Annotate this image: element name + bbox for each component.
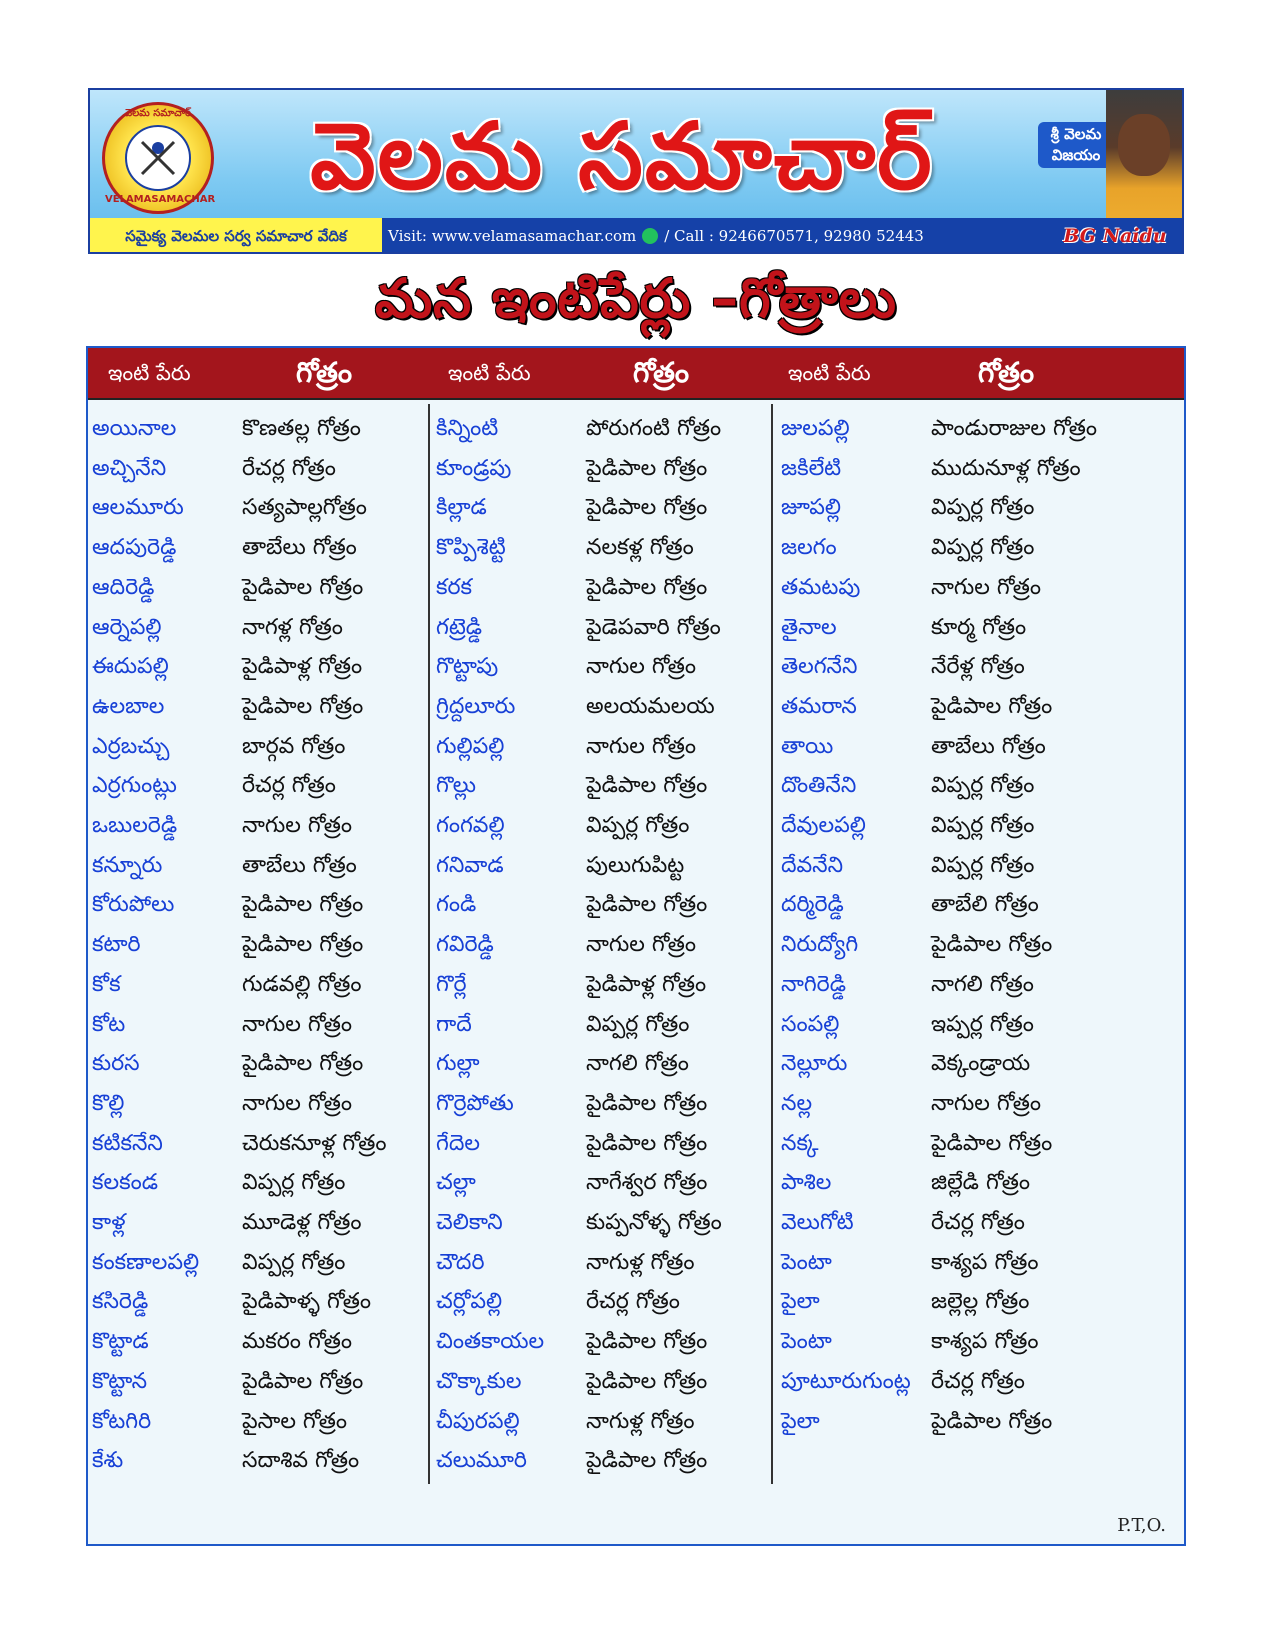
gotra-name: ముదునూళ్ల గోత్రం (931, 455, 1081, 481)
house-name: చల్లా (436, 1170, 476, 1196)
house-name: కోక (92, 971, 121, 997)
house-name: చొక్కాకుల (436, 1368, 522, 1394)
logo-bottom-text: VELAMASAMACHAR (105, 194, 216, 205)
house-name: కటారి (92, 932, 141, 958)
house-name: ఈదుపల్లి (92, 654, 169, 680)
gotra-name: పైడిపాల గోత్రం (586, 1090, 708, 1116)
gotra-name: నాగుల గోత్రం (242, 1090, 352, 1116)
gotra-name: సదాశివ గోత్రం (242, 1448, 360, 1474)
house-name: కలకండ (92, 1170, 159, 1196)
house-name: గుల్లా (436, 1051, 480, 1077)
house-name: చింతకాయల (436, 1329, 545, 1355)
gotra-name: పైడిపాల గోత్రం (242, 1051, 364, 1077)
gotra-name: పైడిపాల గోత్రం (931, 1130, 1053, 1156)
logo-emblem (125, 125, 191, 191)
house-name: ఉలబాల (92, 693, 165, 719)
please-turn-over-note: P.T,O. (1117, 1515, 1166, 1536)
whatsapp-icon (642, 228, 658, 244)
gotra-name: పాండురాజుల గోత్రం (931, 416, 1098, 441)
gotra-name: రేచర్ల గోత్రం (586, 1289, 680, 1315)
surname-gotra-table (86, 346, 1186, 1546)
tagline: సమైక్య వెలమల సర్వ సమాచార వేదిక (90, 218, 382, 254)
gotra-name: రేచర్ల గోత్రం (931, 1368, 1025, 1394)
table-header (88, 348, 1184, 400)
house-name: గంగవల్లి (436, 813, 505, 838)
gotra-name: విప్పర్ల గోత్రం (931, 495, 1035, 521)
house-name: కరక (436, 574, 473, 600)
gotra-name: పైడిపాల గోత్రం (586, 495, 708, 521)
gotra-name: విప్పర్ల గోత్రం (931, 535, 1035, 561)
house-name: కోట (92, 1011, 126, 1037)
gotra-name: పైసాల గోత్రం (242, 1408, 348, 1434)
house-name: పూటూరుగుంట్ల (781, 1368, 911, 1394)
crossed-swords-icon (136, 136, 180, 180)
house-name: కొట్టాన (92, 1368, 148, 1394)
house-name: అయినాల (92, 416, 177, 441)
house-name: పైలా (781, 1289, 820, 1315)
gotra-name: సత్యపాల్లగోత్రం (242, 495, 367, 521)
house-name: జలగం (781, 535, 837, 561)
house-name: ఒబులరెడ్డి (92, 813, 178, 838)
gotra-name: మకరం గోత్రం (242, 1329, 353, 1355)
house-name: కోరుపోలు (92, 892, 175, 918)
gotra-name: అలయమలయ (586, 693, 715, 719)
house-name: కాళ్ల (92, 1210, 126, 1235)
house-name: తమటపు (781, 574, 861, 600)
gotra-name: పైడిపాల గోత్రం (242, 574, 364, 600)
gotra-name: నేరేళ్ల గోత్రం (931, 654, 1025, 680)
house-name: కంకణాలపల్లి (92, 1249, 200, 1275)
house-name: కూండ్రపు (436, 455, 512, 481)
header-house-name-3: ఇంటి పేరు (788, 361, 871, 385)
gotra-name: పైడిపాళ్ళ గోత్రం (242, 1289, 372, 1315)
house-name: గనివాడ (436, 852, 504, 878)
contact-info (388, 218, 924, 254)
gotra-name: పైడిపాల గోత్రం (242, 693, 364, 719)
gotra-name: పైడిపాల గోత్రం (586, 574, 708, 600)
house-name: నాగిరెడ్డి (781, 971, 847, 997)
house-name: ఆదిరెడ్డి (92, 574, 155, 600)
gotra-name: పైడిపాల గోత్రం (242, 1368, 364, 1394)
house-name: నెల్లూరు (781, 1051, 848, 1077)
house-name: జులపల్లి (781, 416, 850, 441)
house-name: జకిలేటి (781, 455, 842, 481)
house-name: దేవనేని (781, 852, 844, 878)
gotra-name: నాగుళ్ల గోత్రం (586, 1408, 695, 1434)
house-name: తాయి (781, 733, 834, 759)
gotra-name: నాగుల గోత్రం (586, 932, 696, 958)
gotra-name: గుడవల్లి గోత్రం (242, 971, 362, 997)
house-name: కసిరెడ్డి (92, 1289, 149, 1315)
gotra-name: పైడిపాల గోత్రం (586, 892, 708, 918)
gotra-name: నాగుల గోత్రం (242, 813, 352, 838)
sri-velama-vijayam-badge: శ్రీ వెలమ విజయం (1038, 122, 1114, 168)
gotra-name: విప్పర్ల గోత్రం (931, 773, 1035, 799)
gotra-name: నాగుల గోత్రం (931, 1090, 1041, 1116)
house-name: దొంతినేని (781, 773, 857, 799)
gotra-name: పైడిపాళ్ల గోత్రం (586, 971, 707, 997)
gotra-name: రేచర్ల గోత్రం (931, 1210, 1025, 1235)
gotra-name: నాగుల గోత్రం (586, 733, 696, 759)
house-name: ఎర్రబచ్చు (92, 733, 170, 759)
gotra-name: కూర్మ గోత్రం (931, 614, 1027, 640)
gotra-name: ఇప్పర్ల గోత్రం (931, 1011, 1034, 1037)
gotra-name: జల్లెల్ల గోత్రం (931, 1289, 1030, 1315)
house-name: తైనాల (781, 614, 837, 640)
gotra-name: నాగలి గోత్రం (586, 1051, 689, 1077)
gotra-name: పులుగుపిట్ట (586, 852, 685, 878)
house-name: కటికనేని (92, 1130, 163, 1156)
house-name: దర్మిరెడ్డి (781, 892, 844, 918)
house-name: ఎర్రగుంట్లు (92, 773, 177, 799)
gotra-name: వెక్కండ్రాయ (931, 1051, 1031, 1077)
house-name: ఆలమూరు (92, 495, 184, 521)
gotra-name: నాగలి గోత్రం (931, 971, 1034, 997)
gotra-name: నాగుల గోత్రం (242, 1011, 352, 1037)
gotra-name: రేచర్ల గోత్రం (242, 773, 336, 799)
house-name: పెంటా (781, 1329, 832, 1355)
house-name: గ్రిద్దలూరు (436, 693, 516, 719)
gotra-name: పైడిపాల గోత్రం (586, 1130, 708, 1156)
gotra-name: బార్గవ గోత్రం (242, 733, 346, 759)
house-name: దేవులపల్లి (781, 813, 866, 838)
column-divider (428, 404, 430, 1484)
gotra-name: కాశ్యప గోత్రం (931, 1329, 1039, 1355)
gotra-name: పైడిపాల గోత్రం (586, 1368, 708, 1394)
gotra-name: నాగేశ్వర గోత్రం (586, 1170, 708, 1196)
gotra-name: పోరుగంటి గోత్రం (586, 416, 722, 441)
house-name: గొర్లే (436, 971, 467, 997)
gotra-name: తాబేలు గోత్రం (242, 535, 357, 561)
house-name: చర్లోపల్లి (436, 1289, 503, 1315)
house-name: ఆర్నెపల్లి (92, 614, 162, 640)
house-name: చెలికాని (436, 1210, 503, 1235)
header-gotra-2: గోత్రం (633, 356, 690, 389)
house-name: వెలుగోటి (781, 1210, 854, 1235)
house-name: నక్క (781, 1130, 819, 1156)
gotra-name: మూడెళ్ల గోత్రం (242, 1210, 362, 1235)
header-house-name-2: ఇంటి పేరు (448, 361, 531, 385)
house-name: కొట్టాడ (92, 1329, 149, 1355)
gotra-name: నాగుల గోత్రం (586, 654, 696, 680)
house-name: కొప్పిశెట్టి (436, 535, 506, 561)
phone-numbers: / Call : 9246670571, 92980 52443 (664, 227, 924, 245)
gotra-name: నాగుల గోత్రం (931, 574, 1041, 600)
house-name: గండి (436, 892, 477, 918)
gotra-name: కుప్పనోళ్ళ గోత్రం (586, 1210, 722, 1235)
gotra-name: నాగుళ్ల గోత్రం (586, 1249, 695, 1275)
header-gotra-3: గోత్రం (978, 356, 1035, 389)
gotra-name: విప్పర్ల గోత్రం (242, 1170, 346, 1196)
house-name: అచ్చినేని (92, 455, 167, 481)
house-name: తమరాన (781, 693, 857, 719)
house-name: గొట్టాపు (436, 654, 499, 680)
gotra-name: కొణతల్ల గోత్రం (242, 416, 361, 441)
house-name: సంపల్లి (781, 1011, 840, 1037)
header-house-name-1: ఇంటి పేరు (108, 361, 191, 385)
gotra-name: పైడిపాల గోత్రం (242, 892, 364, 918)
house-name: తెలగనేని (781, 654, 858, 680)
house-name: కోటగిరి (92, 1408, 152, 1434)
velama-samachar-logo (102, 102, 214, 214)
gotra-name: విప్పర్ల గోత్రం (931, 852, 1035, 878)
gotra-name: రేచర్ల గోత్రం (242, 455, 336, 481)
editor-signature: BG Naidu (1063, 225, 1167, 247)
website-link[interactable]: Visit: www.velamasamachar.com (388, 227, 637, 245)
house-name: పాశిల (781, 1170, 832, 1196)
contact-bar (90, 218, 1184, 254)
house-name: గేదెల (436, 1130, 480, 1156)
house-name: నల్ల (781, 1090, 813, 1116)
house-name: ఆదపురెడ్డి (92, 535, 177, 561)
gotra-name: తాబేలు గోత్రం (242, 852, 357, 878)
gotra-name: పైడిపాల గోత్రం (931, 932, 1053, 958)
gotra-name: విప్పర్ల గోత్రం (931, 813, 1035, 838)
house-name: గొల్లు (436, 773, 476, 799)
gotra-name: పైడిపాల గోత్రం (586, 1448, 708, 1474)
house-name: పెంటా (781, 1249, 832, 1275)
house-name: చౌదరి (436, 1249, 485, 1275)
gotra-name: పైడిపాల గోత్రం (931, 1408, 1053, 1434)
house-name: కన్నూరు (92, 852, 163, 878)
gotra-name: పైడిపాళ్ల గోత్రం (242, 654, 363, 680)
house-name: గవిరెడ్డి (436, 932, 494, 958)
header-gotra-1: గోత్రం (296, 356, 353, 389)
house-name: చీపురపల్లి (436, 1408, 520, 1434)
house-name: కేశు (92, 1448, 124, 1474)
gotra-name: చెరుకనూళ్ల గోత్రం (242, 1130, 387, 1156)
gotra-name: జిల్లేడి గోత్రం (931, 1170, 1031, 1196)
masthead-title: వెలమ సమాచార్ (310, 102, 934, 210)
gotra-name: కాశ్యప గోత్రం (931, 1249, 1039, 1275)
gotra-name: పైడిపాల గోత్రం (242, 932, 364, 958)
house-name: గుల్లిపల్లి (436, 733, 505, 759)
house-name: గాదే (436, 1011, 472, 1037)
house-name: చలుమూరి (436, 1448, 527, 1474)
gotra-name: పైడిపాల గోత్రం (931, 693, 1053, 719)
gotra-name: పైడిపాల గోత్రం (586, 773, 708, 799)
gotra-name: విప్పర్ల గోత్రం (586, 813, 690, 838)
gotra-name: నాగళ్ల గోత్రం (242, 614, 343, 640)
house-name: కిన్నింటి (436, 416, 499, 441)
house-name: కొల్లి (92, 1090, 125, 1116)
house-name: జూపల్లి (781, 495, 841, 521)
house-name: పైలా (781, 1408, 820, 1434)
page-title: మన ఇంటిపేర్లు –గోత్రాలు (375, 267, 897, 330)
logo-top-text: వెలమ సమాచార్ (124, 108, 192, 119)
gotra-name: పైడిపాల గోత్రం (586, 455, 708, 481)
gotra-name: నలకళ్ల గోత్రం (586, 535, 694, 561)
portrait-face (1118, 114, 1170, 176)
house-name: నిరుద్యోగి (781, 932, 859, 958)
gotra-name: తాబేలి గోత్రం (931, 892, 1039, 918)
house-name: గొర్రెపోతు (436, 1090, 514, 1116)
gotra-name: తాబేలు గోత్రం (931, 733, 1046, 759)
gotra-name: పైడిపాల గోత్రం (586, 1329, 708, 1355)
house-name: గట్రెడ్డి (436, 614, 483, 640)
house-name: కిల్లాడ (436, 495, 487, 521)
gotra-name: విప్పర్ల గోత్రం (586, 1011, 690, 1037)
masthead-banner (88, 88, 1184, 254)
house-name: కురస (92, 1051, 140, 1077)
gotra-name: పైడెపవారి గోత్రం (586, 614, 721, 640)
column-divider (771, 404, 773, 1484)
gotra-name: విప్పర్ల గోత్రం (242, 1249, 346, 1275)
